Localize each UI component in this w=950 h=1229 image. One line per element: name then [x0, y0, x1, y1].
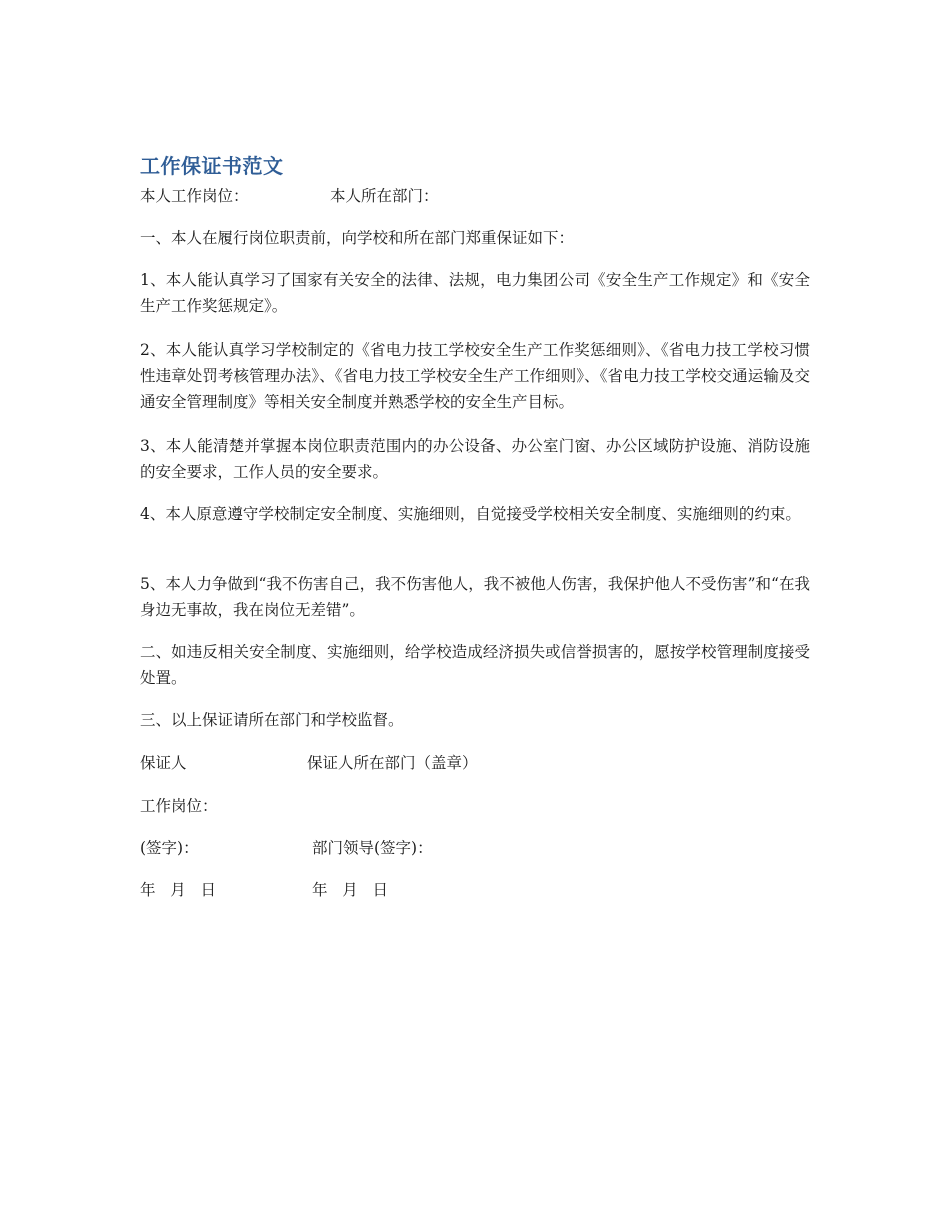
item-3: 3、本人能清楚并掌握本岗位职责范围内的办公设备、办公室门窗、办公区域防护设施、消防设施的安全要求，工作人员的安全要求。	[140, 437, 810, 481]
guarantor-label: 保证人	[140, 754, 187, 772]
item-5: 5、本人力争做到“我不伤害自己，我不伤害他人，我不被他人伤害，我保护他人不受伤害”和“在我身边无事故，我在岗位无差错”。	[140, 575, 810, 619]
work-position-label: 工作岗位：	[140, 797, 218, 815]
header-line	[140, 183, 439, 209]
section-2: 二、如违反相关安全制度、实施细则，给学校造成经济损失或信誉损害的，愿按学校管理制度接受处置。	[140, 643, 810, 687]
guarantor-dept-label: 保证人所在部门（盖章）	[307, 754, 478, 772]
item-1: 1、本人能认真学习了国家有关安全的法律、法规，电力集团公司《安全生产工作规定》和《安全生产工作奖惩规定》。	[140, 271, 810, 315]
dept-leader-sign-label: 部门领导(签字)：	[312, 839, 433, 857]
position-label: 本人工作岗位：	[140, 187, 249, 205]
date-right: 年 月 日	[312, 881, 389, 899]
date-left: 年 月 日	[140, 881, 217, 899]
signature-line-2	[140, 835, 433, 861]
item-2: 2、本人能认真学习学校制定的《省电力技工学校安全生产工作奖惩细则》、《省电力技工学校习惯性违章处罚考核管理办法》、《省电力技工学校安全生产工作细则》、《省电力技工学校交通运输及交通安全管理制度》等相关安全制度并熟悉学校的安全生产目标。	[140, 341, 810, 411]
document-title: 工作保证书范文	[140, 154, 284, 178]
intro-paragraph: 一、本人在履行岗位职责前，向学校和所在部门郑重保证如下：	[140, 229, 575, 247]
section-3: 三、以上保证请所在部门和学校监督。	[140, 711, 404, 729]
item-4: 4、本人原意遵守学校制定安全制度、实施细则，自觉接受学校相关安全制度、实施细则的约束。	[140, 505, 801, 523]
signature-line-1	[140, 750, 478, 776]
department-label: 本人所在部门：	[330, 187, 439, 205]
date-line	[140, 877, 389, 903]
sign-label: (签字)：	[140, 839, 199, 857]
